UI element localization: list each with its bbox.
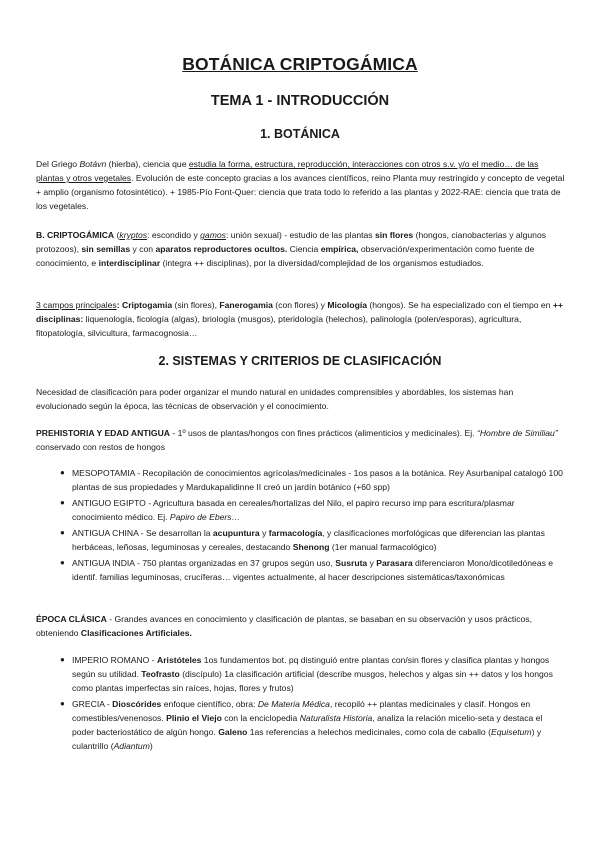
text-run: GRECIA - — [72, 699, 113, 709]
list-item-imperio-romano — [36, 653, 566, 695]
bullet-icon: ● — [60, 558, 65, 567]
text-run: - 1º usos de plantas/hongos con fines prácticos (alimenticios y medicinales). Ej. — [170, 428, 477, 438]
text-run: acupuntura — [212, 528, 260, 538]
text-run: De Materia Médica — [257, 699, 330, 709]
text-run: : Criptogamia — [116, 300, 173, 310]
list-item-china — [36, 526, 566, 554]
text-run: Fanerogamia — [219, 300, 273, 310]
text-run: ) y culantrillo ( — [72, 727, 542, 751]
text-run: diferenciaron Mono/dicotiledóneas e identif. familias leguminosas, crucíferas… vigentes actualmente, al hacer descripciones sistemáticas/taxonómicas — [72, 558, 554, 582]
bullet-icon: ● — [60, 528, 65, 537]
list-item-india — [36, 556, 566, 584]
list-epoca-clasica — [36, 653, 566, 755]
text-run: observación/experimentación como fuente de conocimiento, e — [36, 244, 535, 268]
text-run: . Evolución de este concepto gracias a los avances científicos, reino Planta muy restringido y concepto de vegetal + amplio (organismo fotosintético). + 1985-Pío Font-Quer: ciencia que trata todo lo referido a las plantas y 2022-RAE: ciencia que trata de los vegetales. — [36, 173, 565, 211]
text-run: con la enciclopedia — [221, 713, 300, 723]
text-run: Papiro de Ebers… — [169, 512, 241, 522]
text-run: ( — [114, 230, 120, 240]
text-run: kryptos — [119, 230, 148, 240]
text-run: ANTIGUA INDIA - 750 plantas organizadas en 37 grupos según uso, — [72, 558, 336, 568]
text-run: (hierba), ciencia que — [106, 159, 189, 169]
text-run: gamos — [200, 230, 226, 240]
text-run: aparatos reproductores ocultos. — [155, 244, 288, 254]
text-run: enfoque científico, obra: — [161, 699, 258, 709]
bullet-icon: ● — [60, 498, 65, 507]
text-run: ANTIGUO EGIPTO - Agricultura basada en cereales/hortalizas del Nilo, el papiro recurso imp para escritura/plasmar conocimiento médico. Ej. — [72, 498, 515, 522]
text-run: (hongos, cianobacterias y algunos protozoos), — [36, 230, 547, 254]
document-title: BOTÁNICA CRIPTOGÁMICA — [182, 54, 418, 74]
bullet-icon: ● — [60, 468, 65, 477]
text-run: , analiza la relación micelio-seta y destaca el poder bacteriostático de algún hongo. — [72, 713, 543, 737]
text-run: 3 campos principales — [36, 300, 117, 310]
text-run: MESOPOTAMIA - Recopilación de conocimientos agrícolas/medicinales - 1os pasos a la botánica. Rey Asurbanipal catalogó 100 plantas de sus propiedades y Mardukapalidinne II creó un jardín botánico (+60 spp) — [72, 468, 563, 492]
text-run: ++ disciplinas: — [36, 300, 563, 324]
text-run: (sin flores), — [172, 300, 220, 310]
text-run: (hongos). Se ha especializado con el tiempo en — [367, 300, 553, 310]
text-run: (discípulo) 1a clasificación artificial (describe musgos, helechos y algas sin ++ datos y los hongos como plantas imperfectas sin raíces, hojas, flores y frutos) — [72, 669, 553, 693]
text-run: Naturalista Historia — [299, 713, 373, 723]
paragraph-necesidad-clasificacion: Necesidad de clasificación para poder organizar el mundo natural en unidades comprensibles y abordables, los sistemas han evolucionado según la época, las técnicas de observación y el conocimiento. — [36, 387, 514, 411]
text-run: PREHISTORIA Y EDAD ANTIGUA — [36, 428, 171, 438]
text-run: sin semillas — [81, 244, 131, 254]
text-run: farmacología — [268, 528, 323, 538]
text-run: empírica, — [320, 244, 359, 254]
text-run: interdisciplinar — [98, 258, 161, 268]
text-run: y con — [130, 244, 156, 254]
text-run: Parasara — [376, 558, 413, 568]
paragraph-epoca-clasica — [36, 612, 566, 640]
text-run: Susruta — [335, 558, 368, 568]
text-run: Micología — [327, 300, 367, 310]
paragraph-campos-principales — [36, 298, 566, 340]
section-heading-botanica: 1. BOTÁNICA — [260, 127, 340, 141]
text-run: Galeno — [218, 727, 248, 737]
text-run: y — [259, 528, 269, 538]
text-run: Del Griego — [36, 159, 80, 169]
text-run: Aristóteles — [157, 655, 202, 665]
text-run: 1os fundamentos bot. pq distinguió entre plantas con/sin flores y clasifica plantas y hongos según su utilidad. — [72, 655, 550, 679]
text-run: sin flores — [375, 230, 414, 240]
text-run: Plinio el Viejo — [166, 713, 222, 723]
paragraph-botanica-definition — [36, 157, 566, 213]
text-run: IMPERIO ROMANO - — [72, 655, 157, 665]
text-run: (integra ++ disciplinas), por la diversidad/complejidad de los organismos estudiados. — [160, 258, 484, 268]
text-run: Clasificaciones Artificiales. — [80, 628, 192, 638]
text-run: (1er manual farmacológico) — [329, 542, 437, 552]
section-heading-sistemas: 2. SISTEMAS Y CRITERIOS DE CLASIFICACIÓN — [158, 354, 442, 368]
text-run: ANTIGUA CHINA - Se desarrollan la — [72, 528, 213, 538]
text-run: conservado con restos de hongos — [36, 442, 165, 452]
list-civilizaciones-antiguas — [36, 466, 566, 586]
text-run: Botávn — [79, 159, 107, 169]
document-subtitle: TEMA 1 - INTRODUCCIÓN — [210, 93, 390, 109]
text-run: : unión sexual) - estudio de las plantas — [225, 230, 375, 240]
text-run: B. CRIPTOGÁMICA — [36, 230, 115, 240]
list-item-mesopotamia — [36, 466, 566, 494]
text-run: Dioscórides — [112, 699, 162, 709]
bullet-icon: ● — [60, 699, 65, 708]
paragraph-prehistoria — [36, 426, 566, 454]
list-item-egipto — [36, 496, 566, 524]
text-run: , y clasificaciones morfológicas que diferencian las plantas herbáceas, leñosas, leguminosas y cereales, destacando — [72, 528, 545, 552]
list-item-grecia — [36, 697, 566, 753]
text-run: Shenong — [292, 542, 330, 552]
bullet-icon: ● — [60, 655, 65, 664]
text-run: : escondido y — [147, 230, 201, 240]
text-run: , recopiló ++ plantas medicinales y clasif. Hongos en comestibles/venenosos. — [72, 699, 531, 723]
text-run: ) — [149, 741, 153, 751]
text-run: “Hombre de Similiau” — [476, 428, 558, 438]
text-run: Adiantum — [113, 741, 150, 751]
text-run: y — [367, 558, 377, 568]
text-run: (con flores) y — [272, 300, 328, 310]
text-run: ÉPOCA CLÁSICA — [36, 614, 107, 624]
text-run: 1as referencias a helechos medicinales, como cola de caballo ( — [247, 727, 491, 737]
text-run: Ciencia — [287, 244, 321, 254]
text-run: liquenología, ficología (algas), briología (musgos), pteridología (helechos), palinología (polen/esporas), agricultura, fitopatología, silvicultura, farmacognosia… — [36, 314, 522, 338]
paragraph-criptogamica — [36, 228, 566, 270]
text-run: Equisetum — [490, 727, 532, 737]
text-run: Teofrasto — [141, 669, 180, 679]
text-run: - Grandes avances en conocimiento y clasificación de plantas, se basaban en su observación y usos prácticos, obteniendo — [36, 614, 532, 638]
text-run: estudia la forma, estructura, reproducción, interacciones con otros s.v. y/o el medio… de las plantas y otros vegetales — [36, 159, 539, 183]
